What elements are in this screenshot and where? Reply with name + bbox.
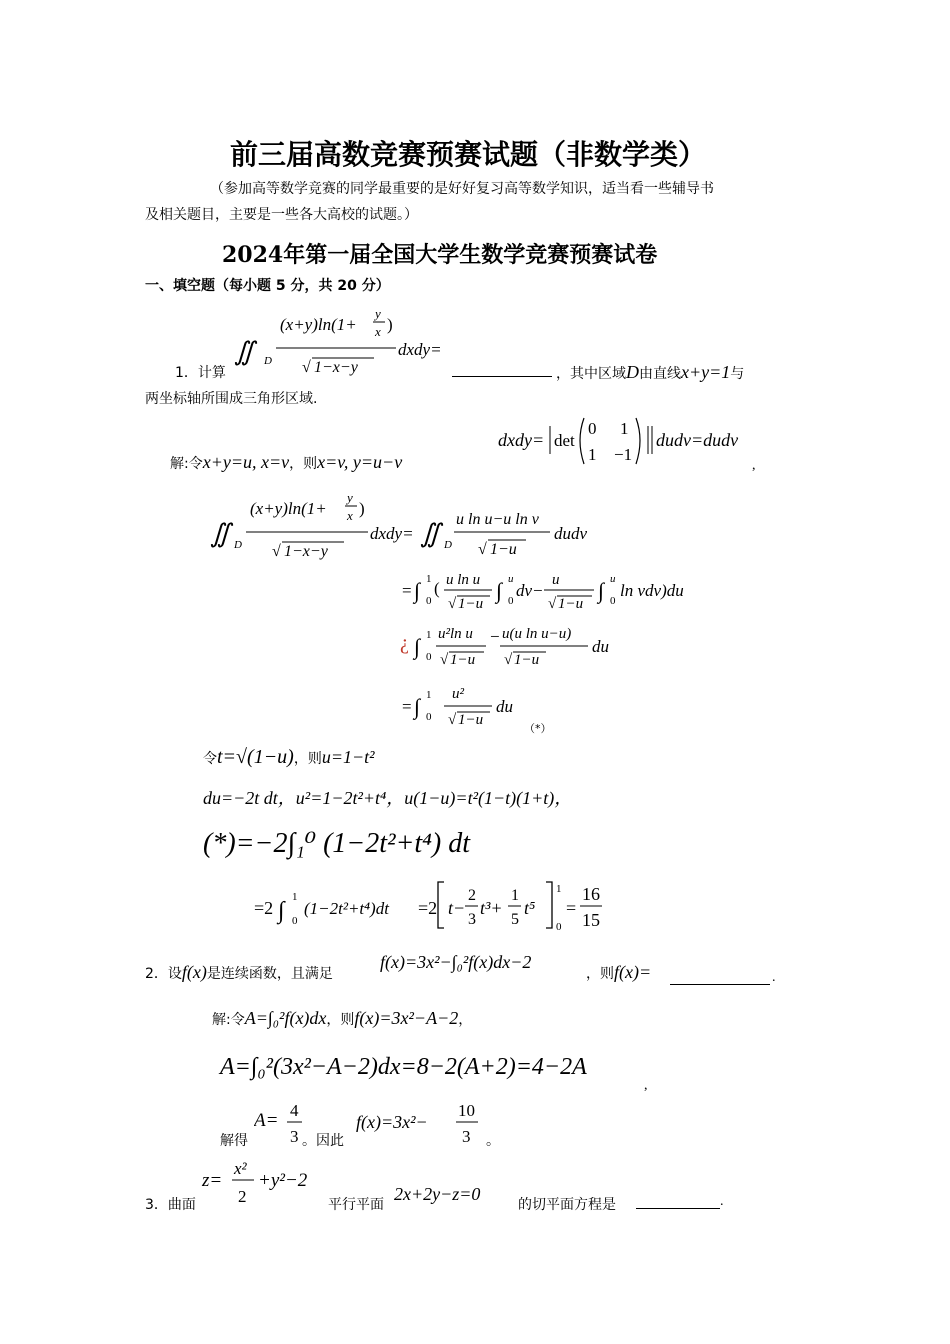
q2-solve-mid: 。因此 (302, 1133, 344, 1149)
svg-text:3: 3 (462, 1127, 471, 1146)
q1-region-d: D (626, 362, 639, 382)
q2-solve-A (254, 1098, 306, 1148)
q2-sol-line (212, 1008, 472, 1029)
q3-end: . (720, 1194, 724, 1209)
q1-sol-then-eq: x=v, y=u−v (317, 452, 403, 472)
svg-text:(1−2t²+t⁴)dt: (1−2t²+t⁴)dt (304, 899, 389, 918)
q2-solve-end: 。 (486, 1133, 500, 1149)
svg-text:√: √ (504, 652, 513, 668)
q1-end-text: 与 (730, 366, 745, 382)
svg-text:0: 0 (426, 711, 432, 723)
svg-text:=: = (402, 581, 412, 600)
svg-text:0: 0 (426, 595, 432, 607)
svg-text:1−u: 1−u (490, 541, 517, 558)
q2-sol-comma: ， (458, 1012, 473, 1028)
q2-sol-then: ，则 (326, 1012, 355, 1028)
svg-text:1−u: 1−u (558, 596, 584, 612)
svg-text:10: 10 (458, 1101, 475, 1120)
svg-text:∫: ∫ (598, 578, 605, 603)
q1-mid-text: 由直线 (639, 366, 681, 382)
q3-parallel: 平行平面 (328, 1197, 384, 1213)
svg-text:1−u: 1−u (450, 652, 476, 668)
q1-line-equation: x+y=1 (681, 362, 731, 382)
page-title: 前三届高数竞赛预赛试题（非数学类） (230, 138, 707, 171)
q1-answer-blank[interactable] (452, 376, 552, 377)
q2-number: 2．设 (145, 966, 182, 982)
svg-text:0: 0 (508, 595, 514, 607)
svg-text:5: 5 (511, 911, 519, 928)
svg-text:t³+: t³+ (480, 898, 503, 918)
q2-end: . (772, 970, 776, 985)
svg-text:D: D (264, 355, 272, 367)
svg-text:0: 0 (588, 419, 597, 438)
svg-text:1: 1 (426, 689, 432, 701)
q3-surface (200, 1156, 330, 1212)
section-heading: 一、填空题（每小题 5 分，共 20 分） (145, 278, 390, 294)
svg-text:u(u ln u−u): u(u ln u−u) (502, 626, 572, 642)
svg-text:0: 0 (610, 595, 616, 607)
svg-text:1−u: 1−u (458, 712, 484, 728)
q1-sub-line (203, 746, 375, 769)
svg-text:1: 1 (588, 445, 597, 464)
q2-cont: 是连续函数，且满足 (206, 966, 333, 982)
q1-du-line: du=−2t dt，u²=1−2t²+t⁴，u(1−u)=t²(1−t)(1+t)， (203, 788, 573, 808)
svg-text:D: D (444, 539, 452, 551)
svg-text:y: y (375, 306, 381, 321)
svg-text:∫: ∫ (414, 694, 421, 719)
svg-text:√: √ (548, 596, 557, 612)
svg-text:y: y (347, 490, 353, 505)
svg-text:=2: =2 (254, 898, 274, 918)
svg-text:+y²−2: +y²−2 (258, 1170, 308, 1191)
q1-integral-expression (232, 302, 457, 382)
q1-sub-eq: t=√(1−u) (217, 746, 294, 768)
intro-note-line2: 及相关题目，主要是一些各大高校的试题。） (145, 207, 418, 223)
svg-text:f(x)=3x²−: f(x)=3x²− (356, 1112, 428, 1132)
svg-text:u²ln u: u²ln u (438, 626, 473, 642)
svg-text:du: du (496, 697, 513, 716)
svg-text:dxdy=: dxdy= (370, 524, 414, 543)
q1-region-text (556, 362, 744, 383)
svg-text:∬: ∬ (210, 519, 231, 548)
svg-text:1−x−y: 1−x−y (314, 359, 358, 376)
q1-sub-prefix: 令 (203, 751, 217, 767)
svg-text:): ) (387, 315, 393, 334)
q2-equation: f(x)=3x²−∫₀²f(x)dx−2 (380, 952, 532, 972)
svg-text:=: = (566, 898, 577, 918)
svg-text:(x+y)ln(1+: (x+y)ln(1+ (280, 315, 357, 334)
svg-text:du: du (592, 637, 609, 656)
q3-plane: 2x+2y−z=0 (394, 1184, 481, 1204)
q2-sol-equation-comma: , (644, 1078, 648, 1093)
q1-sol-then: ，则 (289, 456, 318, 472)
svg-text:3: 3 (290, 1127, 299, 1146)
svg-text:∫: ∫ (496, 578, 503, 603)
q2-sol-prefix: 解:令 (212, 1012, 245, 1028)
svg-text:∫: ∫ (278, 898, 285, 924)
svg-text:√: √ (302, 359, 311, 376)
q2-sol-equation: A=∫₀²(3x²−A−2)dx=8−2(A+2)=4−2A (220, 1054, 587, 1080)
q2-then: ，则 (586, 966, 614, 982)
svg-text:det: det (554, 431, 575, 450)
q2-ask (586, 962, 651, 983)
q1-step3 (412, 618, 632, 674)
q2-ask-f: f(x)= (614, 962, 652, 982)
svg-text:2: 2 (468, 887, 476, 904)
svg-text:16: 16 (582, 884, 600, 904)
svg-text:D: D (234, 539, 242, 551)
q2-line (145, 962, 333, 983)
q1-sol-sub: x+y=u, x=v (202, 452, 290, 472)
svg-text:x: x (347, 508, 353, 523)
q1-step3-mark: ¿ (400, 632, 409, 654)
svg-text:t−: t− (448, 898, 466, 918)
q1-sub-then: ，则 (293, 751, 322, 767)
svg-text:√: √ (448, 596, 457, 612)
q3-ask: 的切平面方程是 (518, 1197, 616, 1213)
svg-text:u: u (508, 573, 514, 585)
svg-text:z=: z= (202, 1170, 223, 1191)
svg-text:∬: ∬ (420, 519, 441, 548)
svg-text:ln vdv)du: ln vdv)du (620, 581, 684, 600)
q1-region-line2: 两坐标轴所围成三角形区域. (145, 391, 318, 407)
q1-jacobian (496, 412, 766, 472)
q1-step2 (400, 562, 700, 618)
svg-text:(x+y)ln(1+: (x+y)ln(1+ (250, 499, 327, 518)
q3-answer-blank[interactable] (636, 1208, 720, 1209)
svg-text:1−x−y: 1−x−y (284, 543, 328, 560)
svg-text:1−u: 1−u (514, 652, 540, 668)
svg-text:(: ( (434, 579, 440, 598)
svg-text:15: 15 (582, 910, 600, 930)
svg-text:∬: ∬ (234, 337, 255, 366)
svg-text:dudv=dudv: dudv=dudv (656, 430, 739, 450)
svg-text:1: 1 (511, 887, 519, 904)
svg-text:u ln u: u ln u (446, 572, 481, 588)
svg-text:0: 0 (556, 921, 562, 933)
svg-text:0: 0 (426, 651, 432, 663)
svg-text:∫: ∫ (414, 634, 421, 659)
q2-sol-f: f(x)=3x²−A−2 (354, 1008, 459, 1028)
svg-text:u: u (552, 572, 560, 588)
svg-text:1: 1 (292, 891, 298, 903)
q2-fx: f(x) (181, 962, 207, 982)
svg-text:=2: =2 (418, 898, 438, 918)
svg-text:A=: A= (254, 1110, 279, 1131)
svg-text:√: √ (448, 712, 457, 728)
q1-final-line (252, 874, 632, 934)
svg-text:=: = (402, 697, 412, 716)
q2-solve-prefix: 解得 (220, 1133, 248, 1149)
q1-number: 1．计算 (175, 365, 226, 381)
svg-text:1−u: 1−u (458, 596, 484, 612)
q1-star-label: （*） (524, 722, 552, 735)
svg-text:dxdy=: dxdy= (498, 430, 545, 450)
q2-sol-A: A=∫₀²f(x)dx (244, 1008, 327, 1028)
q3-number: 3．曲面 (145, 1197, 196, 1213)
intro-note-line1: （参加高等数学竞赛的同学最重要的是好好复习高等数学知识，适当看一些辅导书 (210, 181, 714, 197)
q1-step1 (210, 486, 630, 566)
svg-text:1: 1 (426, 573, 432, 585)
svg-text:dxdy=: dxdy= (398, 340, 442, 359)
svg-text:1: 1 (426, 629, 432, 641)
q1-after-blank: ，其中区域 (556, 366, 626, 382)
svg-text:−: − (490, 627, 500, 646)
svg-text:−1: −1 (614, 445, 633, 464)
svg-text:x: x (375, 324, 381, 339)
q1-sub-then-eq: u=1−t² (321, 747, 375, 767)
svg-text:2: 2 (238, 1187, 247, 1206)
svg-text:4: 4 (290, 1101, 299, 1120)
q2-answer-blank[interactable] (670, 984, 770, 985)
svg-text:dv−: dv− (516, 581, 544, 600)
q1-jacobian-comma: , (752, 458, 756, 473)
svg-text:u: u (610, 573, 616, 585)
svg-text:√: √ (272, 543, 281, 560)
svg-text:√: √ (478, 541, 487, 558)
svg-text:u²: u² (452, 686, 464, 702)
svg-text:√: √ (440, 652, 449, 668)
q2-solve-f (356, 1098, 486, 1148)
q1-step4 (400, 678, 530, 734)
svg-text:dudv: dudv (554, 524, 588, 543)
svg-text:3: 3 (468, 911, 476, 928)
q1-star-line: (*)=−2∫₁⁰ (1−2t²+t⁴) dt (203, 828, 470, 859)
svg-text:0: 0 (292, 915, 298, 927)
svg-text:): ) (359, 499, 365, 518)
q1-sol-line (170, 452, 402, 473)
svg-text:1: 1 (620, 419, 629, 438)
svg-text:∫: ∫ (414, 578, 421, 603)
svg-text:t⁵: t⁵ (524, 898, 536, 918)
q1-sol-prefix: 解:令 (170, 456, 203, 472)
svg-text:x²: x² (234, 1159, 247, 1178)
exam-title: 2024年第一届全国大学生数学竞赛预赛试卷 (222, 242, 658, 268)
svg-text:1: 1 (556, 883, 562, 895)
svg-text:u ln u−u ln v: u ln u−u ln v (456, 511, 539, 528)
